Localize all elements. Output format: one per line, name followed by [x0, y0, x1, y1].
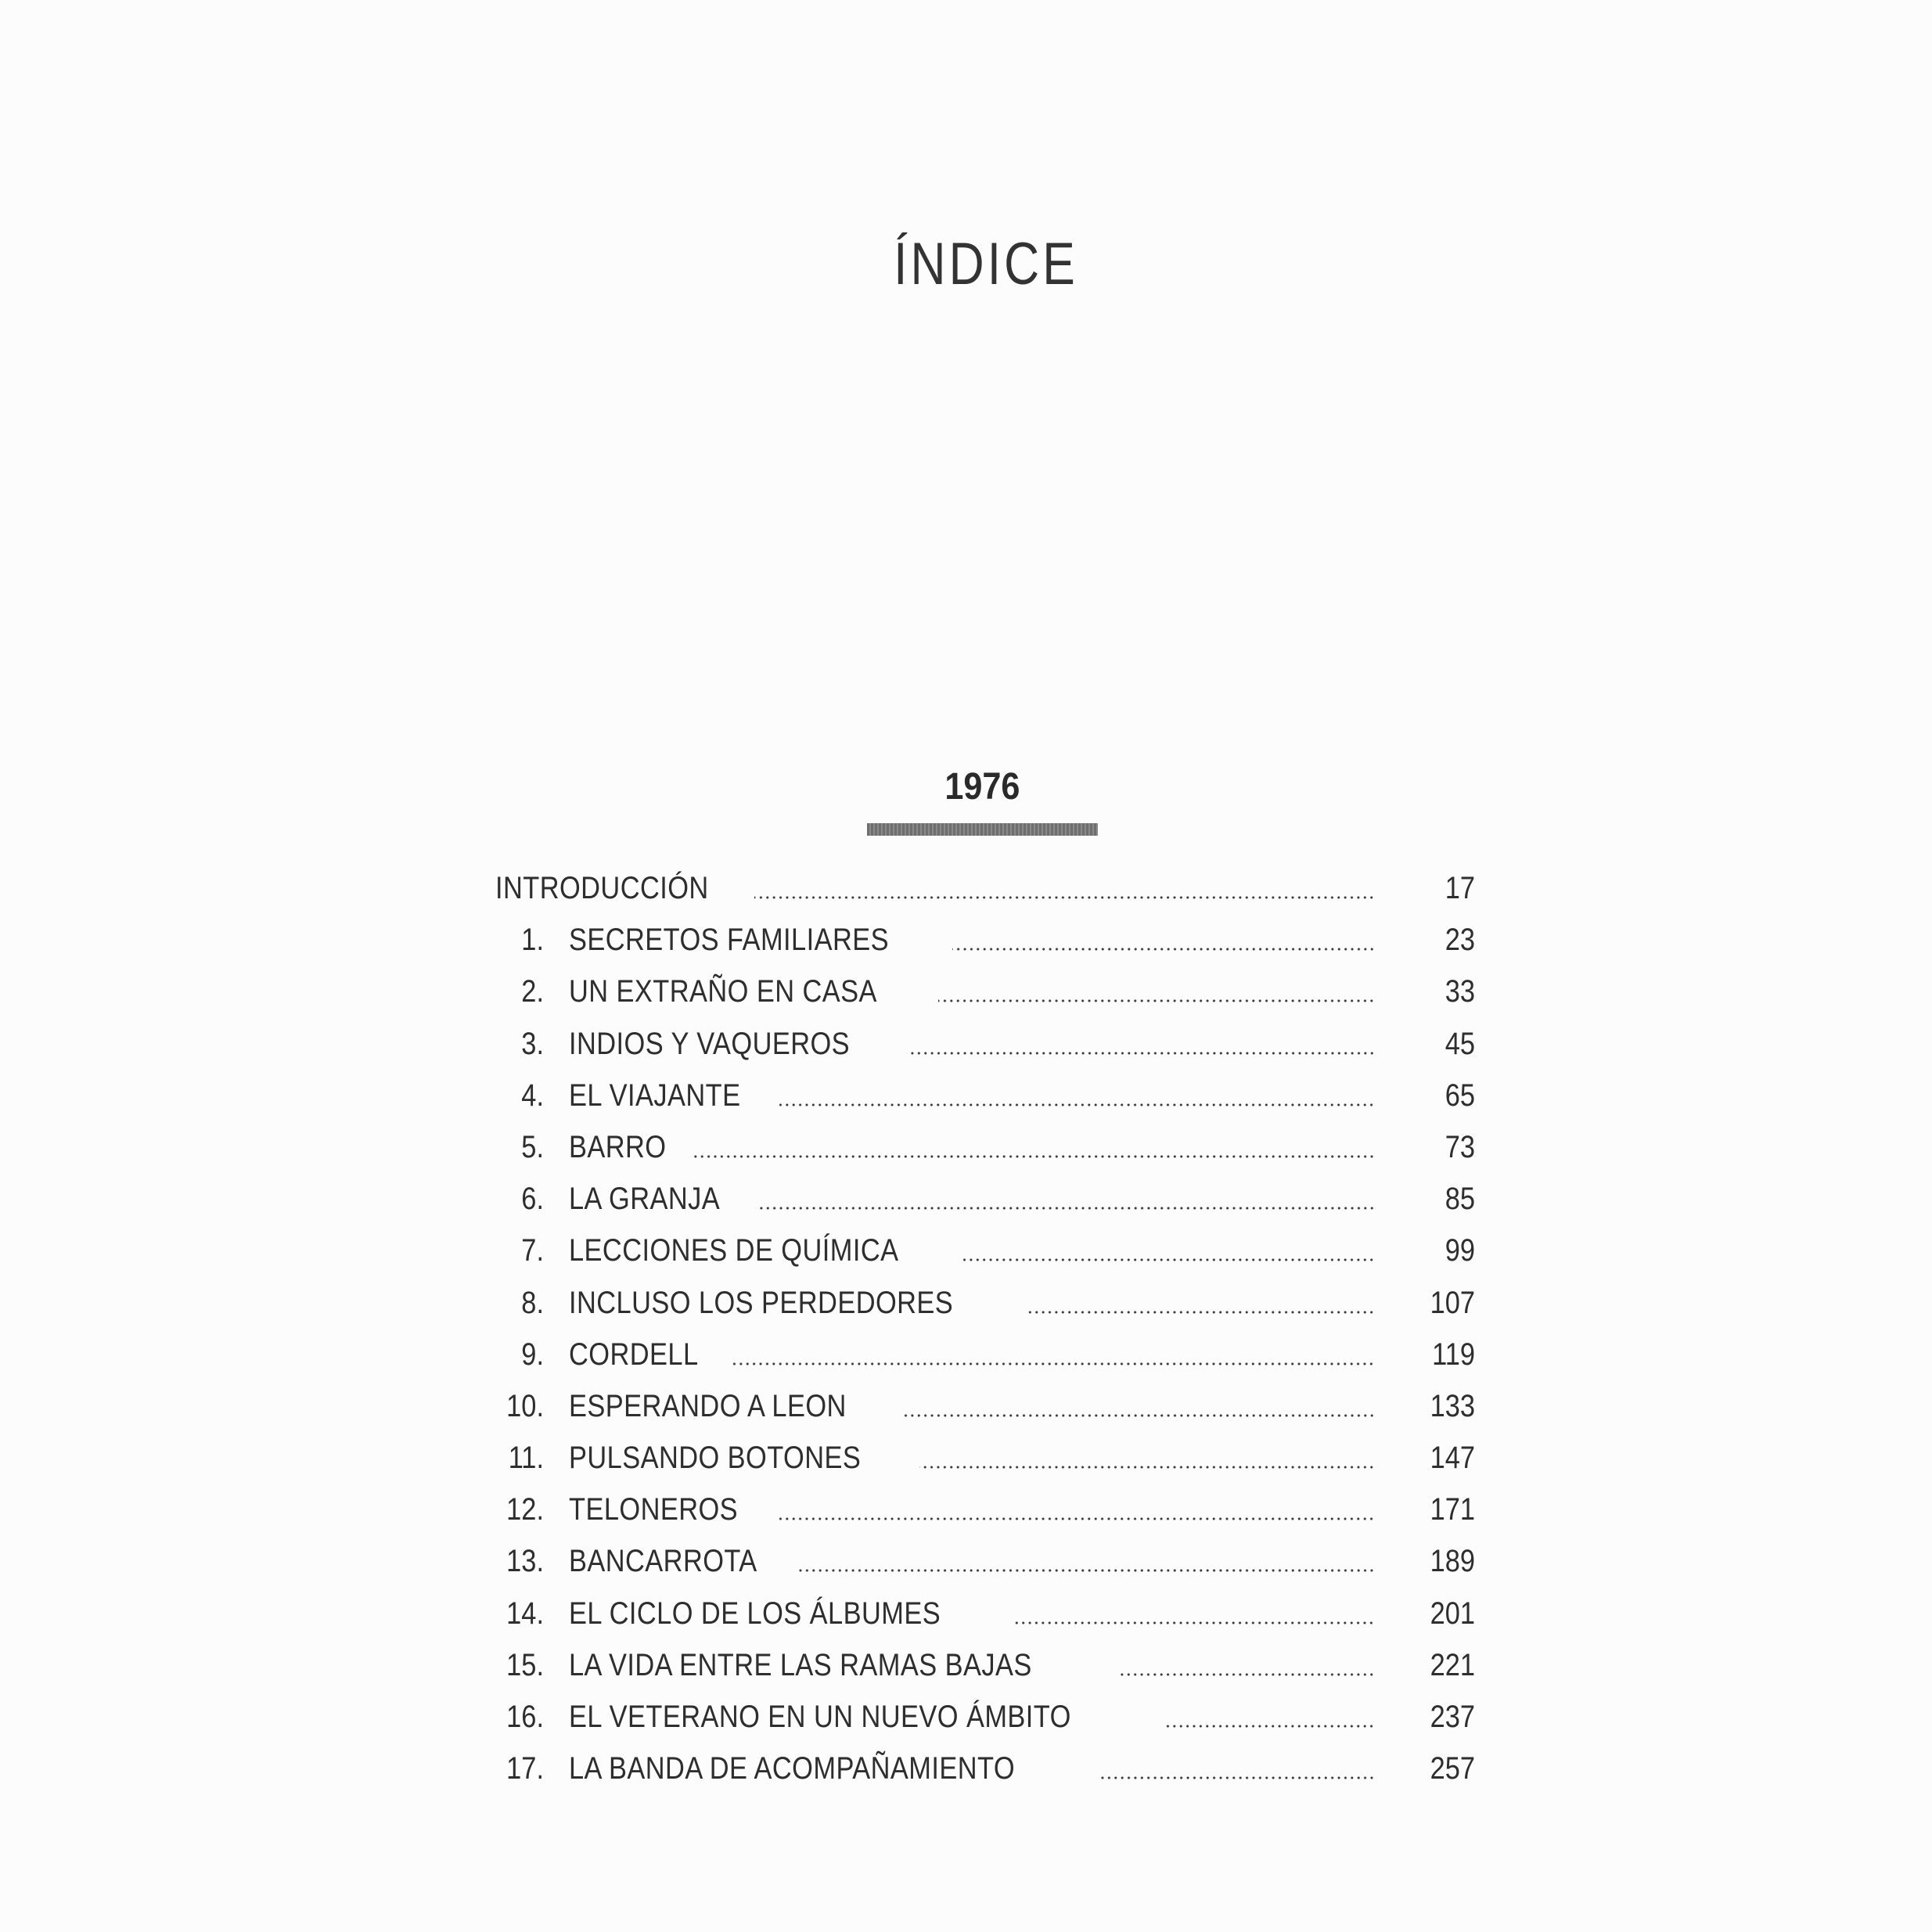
toc-entry-page: 201 — [1430, 1596, 1475, 1631]
toc-entry — [495, 1020, 1475, 1072]
toc-entry — [495, 1124, 1475, 1175]
toc-entry-number: 14. — [506, 1596, 544, 1631]
dot-leader — [1012, 1621, 1375, 1624]
toc-entry-number: 11. — [508, 1441, 544, 1476]
toc-entry-main — [569, 1642, 1375, 1689]
toc-entry-number: 10. — [506, 1388, 544, 1423]
dot-leader — [730, 1362, 1375, 1365]
toc-entry-number: 13. — [506, 1544, 544, 1579]
page-title: ÍNDICE — [894, 231, 1078, 297]
toc-entry-number: 4. — [521, 1078, 544, 1113]
toc-entry-title: LA GRANJA — [569, 1182, 721, 1217]
toc-entry — [495, 1227, 1475, 1279]
toc-entry-number: 5. — [521, 1129, 544, 1164]
toc-entry — [495, 916, 1475, 968]
toc-entry — [495, 1279, 1475, 1331]
toc-entry-page: 85 — [1445, 1182, 1475, 1217]
toc-entry-title: BANCARROTA — [569, 1544, 757, 1579]
toc-entry-main — [569, 1590, 1375, 1637]
toc-entry-page: 237 — [1430, 1700, 1475, 1734]
toc-entry-page: 119 — [1432, 1337, 1475, 1372]
toc-entry-title: LA VIDA ENTRE LAS RAMAS BAJAS — [569, 1647, 1032, 1682]
toc-entry-main — [569, 1434, 1375, 1481]
toc-entry-number: 7. — [521, 1233, 544, 1268]
dot-leader — [903, 1414, 1375, 1417]
toc-entry-title: EL VIAJANTE — [569, 1078, 741, 1113]
toc-entry-number: 12. — [506, 1492, 544, 1527]
toc-entry-number: 2. — [521, 974, 544, 1009]
toc-entry-title: LA BANDA DE ACOMPAÑAMIENTO — [569, 1751, 1016, 1786]
toc-entry-title: CORDELL — [569, 1337, 699, 1372]
toc-entry-main — [569, 1020, 1375, 1067]
toc-entry — [495, 1693, 1475, 1745]
toc-entry-number: 17. — [506, 1751, 544, 1786]
toc-entry — [495, 1331, 1475, 1383]
toc-entry — [495, 1590, 1475, 1642]
toc-entry-page: 33 — [1445, 974, 1475, 1009]
toc-entry-page: 23 — [1445, 923, 1475, 958]
toc-entry — [495, 1072, 1475, 1124]
toc-entry-number: 8. — [521, 1285, 544, 1320]
toc-entry-main — [569, 916, 1375, 963]
dot-leader — [907, 1052, 1375, 1055]
toc-entry-number: 9. — [521, 1337, 544, 1372]
toc-entry-main — [569, 1227, 1375, 1274]
toc-entry — [495, 968, 1475, 1020]
toc-entry-title: EL VETERANO EN UN NUEVO ÁMBITO — [569, 1700, 1071, 1734]
toc-entry-number: 1. — [521, 923, 544, 958]
toc-entry-title: EL CICLO DE LOS ÁLBUMES — [569, 1596, 941, 1631]
toc-entry-title: TELONEROS — [569, 1492, 739, 1527]
toc-entry — [495, 1175, 1475, 1227]
toc-entry-page: 107 — [1430, 1285, 1475, 1320]
dot-leader — [1099, 1776, 1375, 1779]
dot-leader — [938, 999, 1375, 1002]
toc-entry — [495, 1538, 1475, 1589]
toc-entry-number: 15. — [506, 1647, 544, 1682]
toc-entry — [495, 1486, 1475, 1538]
toc-entry-main — [569, 1383, 1375, 1430]
toc-entry-main — [495, 865, 1375, 912]
toc-entry-title: PULSANDO BOTONES — [569, 1441, 862, 1476]
dot-leader — [693, 1155, 1375, 1158]
section-title: 1976 — [944, 766, 1020, 808]
toc-entry-page: 99 — [1445, 1233, 1475, 1268]
toc-entry — [495, 1383, 1475, 1434]
toc-entry-page: 65 — [1445, 1078, 1475, 1113]
toc-entry-main — [569, 1072, 1375, 1119]
toc-entry — [495, 1642, 1475, 1693]
toc-entry-number: 6. — [521, 1182, 544, 1217]
toc-entry-page: 171 — [1430, 1492, 1475, 1527]
dot-leader — [779, 1103, 1375, 1106]
toc-entry-main — [569, 1124, 1375, 1171]
toc-entry-introduction — [495, 865, 1475, 916]
dot-leader — [776, 1517, 1375, 1520]
toc-entry-main — [569, 1693, 1375, 1740]
section-heading — [867, 768, 1098, 836]
toc-entry-number: 3. — [521, 1026, 544, 1061]
dot-leader — [754, 896, 1375, 899]
dot-leader — [1164, 1725, 1375, 1728]
toc-entry — [495, 1745, 1475, 1797]
toc-entry-main — [569, 1538, 1375, 1585]
toc-entry-page: 257 — [1430, 1751, 1475, 1786]
toc-entry-number: 16. — [506, 1700, 544, 1734]
toc-entry-page: 221 — [1430, 1647, 1475, 1682]
toc-entry-title: ESPERANDO A LEON — [569, 1388, 847, 1423]
toc-entry-page: 17 — [1445, 871, 1475, 905]
dot-leader — [756, 1207, 1375, 1210]
toc-entry-page: 147 — [1430, 1441, 1475, 1476]
toc-entry-title: BARRO — [569, 1129, 667, 1164]
dot-leader — [963, 1258, 1375, 1261]
toc-entry-title: SECRETOS FAMILIARES — [569, 923, 889, 958]
toc-entry-main — [569, 968, 1375, 1015]
toc-entry-main — [569, 1486, 1375, 1533]
toc-entry-title: INTRODUCCIÓN — [495, 871, 709, 905]
table-of-contents — [495, 865, 1475, 1797]
toc-entry-title: INDIOS Y VAQUEROS — [569, 1026, 851, 1061]
toc-entry — [495, 1434, 1475, 1486]
toc-entry-main — [569, 1279, 1375, 1326]
toc-entry-page: 73 — [1445, 1129, 1475, 1164]
toc-entry-title: LECCIONES DE QUÍMICA — [569, 1233, 899, 1268]
toc-entry-page: 133 — [1430, 1388, 1475, 1423]
dot-leader — [1118, 1673, 1375, 1676]
dot-leader — [952, 948, 1375, 951]
toc-entry-title: INCLUSO LOS PERDEDORES — [569, 1285, 954, 1320]
dot-leader — [799, 1569, 1375, 1572]
toc-entry-page: 189 — [1430, 1544, 1475, 1579]
toc-entry-main — [569, 1745, 1375, 1792]
section-underline — [867, 823, 1098, 836]
toc-entry-main — [569, 1331, 1375, 1378]
toc-entry-title: UN EXTRAÑO EN CASA — [569, 974, 877, 1009]
dot-leader — [919, 1466, 1375, 1469]
toc-entry-page: 45 — [1445, 1026, 1475, 1061]
dot-leader — [1027, 1311, 1375, 1314]
toc-entry-main — [569, 1175, 1375, 1222]
